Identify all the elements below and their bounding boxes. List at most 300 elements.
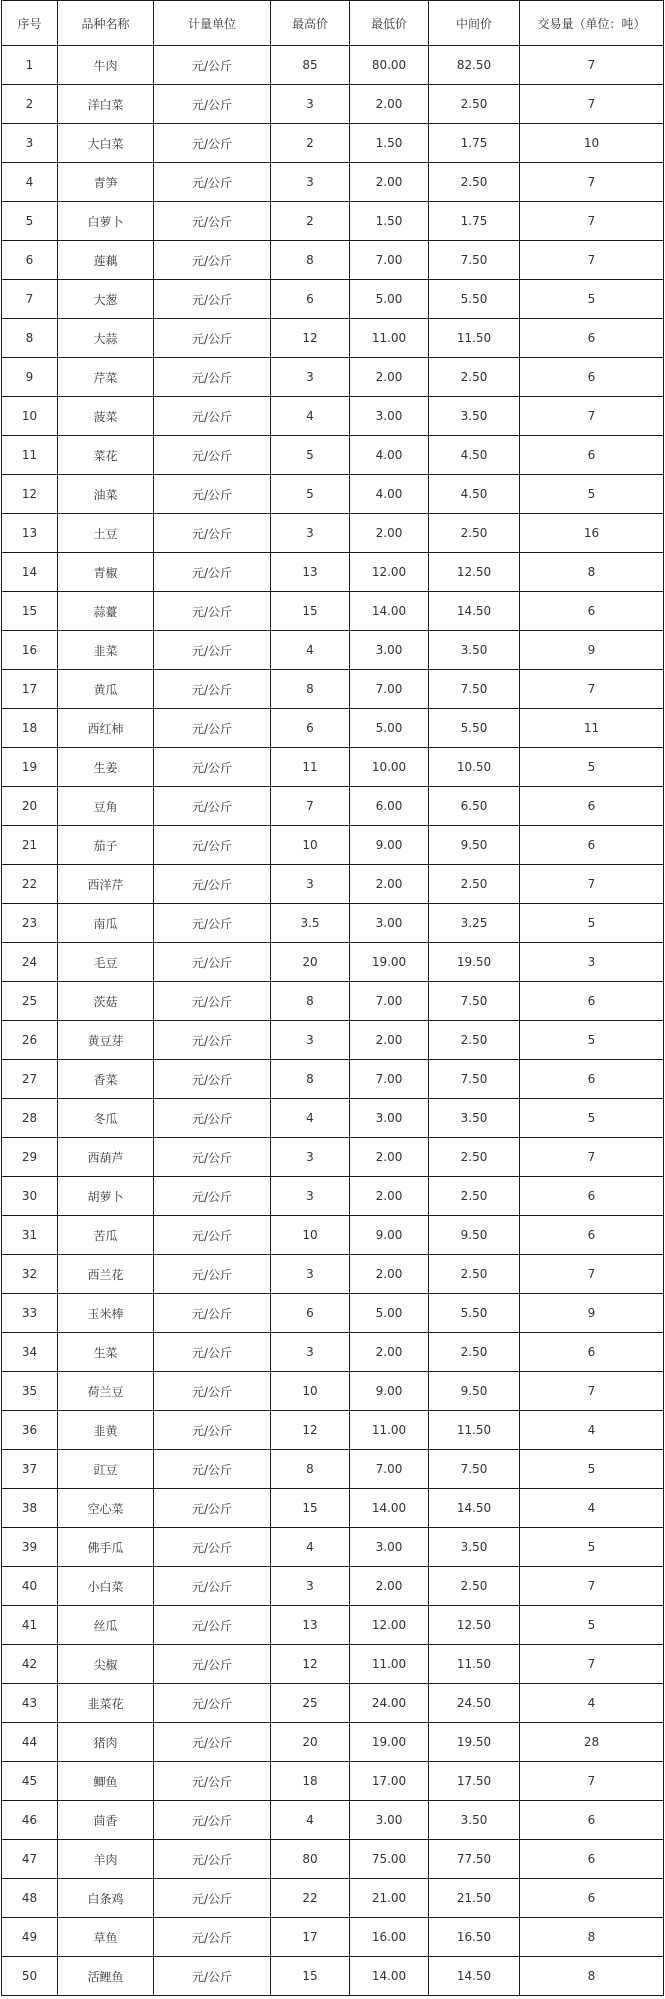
table-row <box>2 280 664 319</box>
cell-mid-price: 14.50 <box>429 1489 520 1528</box>
cell-max-price: 3 <box>271 1255 350 1294</box>
cell-unit: 元/公斤 <box>154 943 271 982</box>
cell-mid-price: 12.50 <box>429 553 520 592</box>
table-row <box>2 397 664 436</box>
cell-max-price: 10 <box>271 1216 350 1255</box>
cell-max-price: 4 <box>271 1528 350 1567</box>
cell-mid-price: 11.50 <box>429 1645 520 1684</box>
cell-mid-price: 9.50 <box>429 1372 520 1411</box>
cell-index: 7 <box>2 280 58 319</box>
cell-min-price: 3.00 <box>350 1801 429 1840</box>
cell-volume: 7 <box>520 1372 664 1411</box>
cell-variety: 油菜 <box>58 475 154 514</box>
table-row <box>2 1177 664 1216</box>
table-row <box>2 1645 664 1684</box>
cell-index: 45 <box>2 1762 58 1801</box>
cell-volume: 6 <box>520 592 664 631</box>
table-row <box>2 1879 664 1918</box>
cell-variety: 草鱼 <box>58 1918 154 1957</box>
cell-mid-price: 12.50 <box>429 1606 520 1645</box>
cell-variety: 西洋芹 <box>58 865 154 904</box>
cell-max-price: 13 <box>271 553 350 592</box>
cell-volume: 6 <box>520 826 664 865</box>
cell-index: 8 <box>2 319 58 358</box>
cell-volume: 16 <box>520 514 664 553</box>
header-volume: 交易量（单位：吨） <box>520 1 664 46</box>
cell-max-price: 85 <box>271 46 350 85</box>
cell-unit: 元/公斤 <box>154 787 271 826</box>
cell-min-price: 7.00 <box>350 241 429 280</box>
cell-min-price: 2.00 <box>350 1567 429 1606</box>
cell-variety: 韭菜花 <box>58 1684 154 1723</box>
cell-volume: 7 <box>520 241 664 280</box>
table-row <box>2 1411 664 1450</box>
table-row <box>2 1606 664 1645</box>
table-row <box>2 1762 664 1801</box>
cell-unit: 元/公斤 <box>154 163 271 202</box>
cell-min-price: 1.50 <box>350 124 429 163</box>
cell-volume: 4 <box>520 1684 664 1723</box>
header-variety: 品种名称 <box>58 1 154 46</box>
cell-min-price: 9.00 <box>350 826 429 865</box>
cell-unit: 元/公斤 <box>154 514 271 553</box>
table-row <box>2 1021 664 1060</box>
cell-max-price: 6 <box>271 280 350 319</box>
cell-mid-price: 19.50 <box>429 1723 520 1762</box>
table-row <box>2 1918 664 1957</box>
cell-variety: 小白菜 <box>58 1567 154 1606</box>
cell-min-price: 5.00 <box>350 709 429 748</box>
table-row <box>2 1450 664 1489</box>
table-body <box>2 46 664 1996</box>
cell-max-price: 2 <box>271 202 350 241</box>
cell-max-price: 80 <box>271 1840 350 1879</box>
cell-unit: 元/公斤 <box>154 709 271 748</box>
table-row <box>2 358 664 397</box>
cell-volume: 3 <box>520 943 664 982</box>
cell-unit: 元/公斤 <box>154 982 271 1021</box>
cell-mid-price: 14.50 <box>429 1957 520 1996</box>
cell-volume: 28 <box>520 1723 664 1762</box>
cell-min-price: 12.00 <box>350 1606 429 1645</box>
cell-mid-price: 9.50 <box>429 1216 520 1255</box>
cell-index: 23 <box>2 904 58 943</box>
cell-mid-price: 3.50 <box>429 631 520 670</box>
table-row <box>2 1099 664 1138</box>
cell-unit: 元/公斤 <box>154 826 271 865</box>
header-unit: 计量单位 <box>154 1 271 46</box>
cell-unit: 元/公斤 <box>154 1177 271 1216</box>
cell-variety: 韭菜 <box>58 631 154 670</box>
cell-unit: 元/公斤 <box>154 1138 271 1177</box>
cell-min-price: 11.00 <box>350 1411 429 1450</box>
cell-mid-price: 5.50 <box>429 1294 520 1333</box>
cell-unit: 元/公斤 <box>154 1567 271 1606</box>
cell-index: 11 <box>2 436 58 475</box>
cell-index: 1 <box>2 46 58 85</box>
cell-max-price: 3 <box>271 85 350 124</box>
cell-min-price: 80.00 <box>350 46 429 85</box>
cell-unit: 元/公斤 <box>154 1918 271 1957</box>
cell-variety: 菠菜 <box>58 397 154 436</box>
cell-index: 29 <box>2 1138 58 1177</box>
table-row <box>2 1060 664 1099</box>
cell-volume: 5 <box>520 1606 664 1645</box>
cell-min-price: 5.00 <box>350 1294 429 1333</box>
cell-mid-price: 2.50 <box>429 1333 520 1372</box>
cell-unit: 元/公斤 <box>154 358 271 397</box>
cell-min-price: 2.00 <box>350 1255 429 1294</box>
cell-min-price: 1.50 <box>350 202 429 241</box>
cell-min-price: 3.00 <box>350 904 429 943</box>
cell-index: 17 <box>2 670 58 709</box>
cell-min-price: 75.00 <box>350 1840 429 1879</box>
cell-mid-price: 2.50 <box>429 1567 520 1606</box>
cell-volume: 11 <box>520 709 664 748</box>
cell-unit: 元/公斤 <box>154 436 271 475</box>
cell-variety: 韭黄 <box>58 1411 154 1450</box>
cell-variety: 大葱 <box>58 280 154 319</box>
cell-max-price: 3 <box>271 163 350 202</box>
cell-unit: 元/公斤 <box>154 475 271 514</box>
table-row <box>2 514 664 553</box>
table-row <box>2 475 664 514</box>
cell-index: 46 <box>2 1801 58 1840</box>
cell-unit: 元/公斤 <box>154 748 271 787</box>
cell-max-price: 3 <box>271 865 350 904</box>
cell-mid-price: 5.50 <box>429 709 520 748</box>
table-row <box>2 904 664 943</box>
cell-variety: 丝瓜 <box>58 1606 154 1645</box>
cell-volume: 6 <box>520 319 664 358</box>
cell-index: 32 <box>2 1255 58 1294</box>
cell-mid-price: 3.50 <box>429 1099 520 1138</box>
table-row <box>2 1528 664 1567</box>
cell-volume: 6 <box>520 436 664 475</box>
table-row <box>2 1216 664 1255</box>
cell-volume: 10 <box>520 124 664 163</box>
cell-index: 12 <box>2 475 58 514</box>
cell-mid-price: 11.50 <box>429 1411 520 1450</box>
table-row <box>2 1294 664 1333</box>
cell-volume: 7 <box>520 1567 664 1606</box>
cell-mid-price: 82.50 <box>429 46 520 85</box>
cell-volume: 6 <box>520 1879 664 1918</box>
cell-index: 27 <box>2 1060 58 1099</box>
cell-unit: 元/公斤 <box>154 1606 271 1645</box>
cell-max-price: 4 <box>271 1801 350 1840</box>
table-row <box>2 592 664 631</box>
cell-mid-price: 3.25 <box>429 904 520 943</box>
cell-min-price: 2.00 <box>350 85 429 124</box>
cell-index: 39 <box>2 1528 58 1567</box>
header-max-price: 最高价 <box>271 1 350 46</box>
cell-max-price: 3 <box>271 358 350 397</box>
cell-index: 33 <box>2 1294 58 1333</box>
cell-variety: 土豆 <box>58 514 154 553</box>
cell-variety: 鲫鱼 <box>58 1762 154 1801</box>
cell-index: 41 <box>2 1606 58 1645</box>
cell-min-price: 2.00 <box>350 1138 429 1177</box>
cell-volume: 6 <box>520 358 664 397</box>
cell-volume: 7 <box>520 1645 664 1684</box>
cell-mid-price: 2.50 <box>429 358 520 397</box>
cell-max-price: 11 <box>271 748 350 787</box>
cell-min-price: 2.00 <box>350 163 429 202</box>
cell-max-price: 18 <box>271 1762 350 1801</box>
cell-min-price: 2.00 <box>350 514 429 553</box>
cell-index: 44 <box>2 1723 58 1762</box>
cell-max-price: 8 <box>271 241 350 280</box>
cell-index: 31 <box>2 1216 58 1255</box>
cell-mid-price: 16.50 <box>429 1918 520 1957</box>
cell-index: 21 <box>2 826 58 865</box>
cell-index: 13 <box>2 514 58 553</box>
cell-min-price: 12.00 <box>350 553 429 592</box>
table-row <box>2 1567 664 1606</box>
cell-min-price: 24.00 <box>350 1684 429 1723</box>
cell-max-price: 17 <box>271 1918 350 1957</box>
table-row <box>2 826 664 865</box>
cell-variety: 菜花 <box>58 436 154 475</box>
cell-volume: 6 <box>520 1060 664 1099</box>
cell-index: 34 <box>2 1333 58 1372</box>
cell-volume: 6 <box>520 1216 664 1255</box>
cell-min-price: 6.00 <box>350 787 429 826</box>
cell-min-price: 4.00 <box>350 475 429 514</box>
cell-unit: 元/公斤 <box>154 1099 271 1138</box>
cell-mid-price: 10.50 <box>429 748 520 787</box>
cell-mid-price: 3.50 <box>429 1801 520 1840</box>
cell-mid-price: 4.50 <box>429 436 520 475</box>
table-row <box>2 748 664 787</box>
cell-mid-price: 6.50 <box>429 787 520 826</box>
cell-min-price: 11.00 <box>350 319 429 358</box>
table-row <box>2 943 664 982</box>
cell-variety: 西红柿 <box>58 709 154 748</box>
cell-mid-price: 2.50 <box>429 163 520 202</box>
cell-min-price: 2.00 <box>350 1177 429 1216</box>
cell-mid-price: 77.50 <box>429 1840 520 1879</box>
cell-variety: 猪肉 <box>58 1723 154 1762</box>
cell-index: 24 <box>2 943 58 982</box>
cell-index: 26 <box>2 1021 58 1060</box>
cell-unit: 元/公斤 <box>154 280 271 319</box>
cell-mid-price: 7.50 <box>429 1060 520 1099</box>
cell-volume: 8 <box>520 553 664 592</box>
cell-volume: 7 <box>520 85 664 124</box>
cell-max-price: 5 <box>271 475 350 514</box>
table-row <box>2 1255 664 1294</box>
cell-index: 35 <box>2 1372 58 1411</box>
cell-min-price: 2.00 <box>350 1333 429 1372</box>
cell-mid-price: 5.50 <box>429 280 520 319</box>
cell-mid-price: 2.50 <box>429 1255 520 1294</box>
cell-variety: 芹菜 <box>58 358 154 397</box>
table-row <box>2 1489 664 1528</box>
cell-unit: 元/公斤 <box>154 1879 271 1918</box>
cell-mid-price: 2.50 <box>429 85 520 124</box>
cell-variety: 羊肉 <box>58 1840 154 1879</box>
cell-min-price: 3.00 <box>350 397 429 436</box>
cell-min-price: 2.00 <box>350 358 429 397</box>
cell-unit: 元/公斤 <box>154 1684 271 1723</box>
cell-volume: 5 <box>520 1021 664 1060</box>
cell-unit: 元/公斤 <box>154 1840 271 1879</box>
cell-unit: 元/公斤 <box>154 1255 271 1294</box>
cell-max-price: 8 <box>271 1060 350 1099</box>
cell-min-price: 21.00 <box>350 1879 429 1918</box>
cell-min-price: 7.00 <box>350 982 429 1021</box>
cell-index: 22 <box>2 865 58 904</box>
cell-variety: 蒜薹 <box>58 592 154 631</box>
cell-volume: 6 <box>520 1840 664 1879</box>
cell-unit: 元/公斤 <box>154 1216 271 1255</box>
cell-index: 30 <box>2 1177 58 1216</box>
cell-volume: 6 <box>520 982 664 1021</box>
cell-variety: 西葫芦 <box>58 1138 154 1177</box>
cell-variety: 大白菜 <box>58 124 154 163</box>
cell-max-price: 4 <box>271 397 350 436</box>
cell-unit: 元/公斤 <box>154 1372 271 1411</box>
cell-variety: 冬瓜 <box>58 1099 154 1138</box>
header-mid-price: 中间价 <box>429 1 520 46</box>
table-row <box>2 1840 664 1879</box>
cell-unit: 元/公斤 <box>154 1450 271 1489</box>
cell-max-price: 12 <box>271 1411 350 1450</box>
cell-max-price: 3 <box>271 1177 350 1216</box>
cell-max-price: 13 <box>271 1606 350 1645</box>
cell-min-price: 3.00 <box>350 1528 429 1567</box>
cell-mid-price: 24.50 <box>429 1684 520 1723</box>
cell-max-price: 15 <box>271 1957 350 1996</box>
cell-min-price: 9.00 <box>350 1216 429 1255</box>
cell-max-price: 8 <box>271 1450 350 1489</box>
cell-mid-price: 17.50 <box>429 1762 520 1801</box>
cell-mid-price: 2.50 <box>429 1177 520 1216</box>
cell-unit: 元/公斤 <box>154 241 271 280</box>
cell-volume: 6 <box>520 1333 664 1372</box>
cell-variety: 荷兰豆 <box>58 1372 154 1411</box>
cell-mid-price: 21.50 <box>429 1879 520 1918</box>
cell-volume: 9 <box>520 631 664 670</box>
cell-unit: 元/公斤 <box>154 1333 271 1372</box>
cell-index: 5 <box>2 202 58 241</box>
cell-min-price: 7.00 <box>350 670 429 709</box>
cell-unit: 元/公斤 <box>154 631 271 670</box>
cell-variety: 玉米棒 <box>58 1294 154 1333</box>
cell-mid-price: 1.75 <box>429 202 520 241</box>
cell-variety: 胡萝卜 <box>58 1177 154 1216</box>
cell-mid-price: 3.50 <box>429 1528 520 1567</box>
cell-mid-price: 2.50 <box>429 865 520 904</box>
table-row <box>2 319 664 358</box>
cell-variety: 茴香 <box>58 1801 154 1840</box>
cell-volume: 5 <box>520 280 664 319</box>
cell-unit: 元/公斤 <box>154 46 271 85</box>
cell-min-price: 17.00 <box>350 1762 429 1801</box>
cell-index: 49 <box>2 1918 58 1957</box>
cell-min-price: 3.00 <box>350 631 429 670</box>
cell-index: 37 <box>2 1450 58 1489</box>
cell-unit: 元/公斤 <box>154 1021 271 1060</box>
cell-variety: 青笋 <box>58 163 154 202</box>
cell-mid-price: 3.50 <box>429 397 520 436</box>
table-row <box>2 124 664 163</box>
cell-index: 48 <box>2 1879 58 1918</box>
cell-min-price: 10.00 <box>350 748 429 787</box>
cell-max-price: 8 <box>271 670 350 709</box>
cell-index: 36 <box>2 1411 58 1450</box>
table-row <box>2 1138 664 1177</box>
cell-max-price: 3 <box>271 1567 350 1606</box>
cell-index: 40 <box>2 1567 58 1606</box>
cell-index: 43 <box>2 1684 58 1723</box>
cell-volume: 8 <box>520 1957 664 1996</box>
cell-variety: 牛肉 <box>58 46 154 85</box>
table-row <box>2 1957 664 1996</box>
cell-max-price: 20 <box>271 1723 350 1762</box>
header-min-price: 最低价 <box>350 1 429 46</box>
table-row <box>2 436 664 475</box>
cell-mid-price: 7.50 <box>429 241 520 280</box>
cell-unit: 元/公斤 <box>154 1801 271 1840</box>
cell-min-price: 16.00 <box>350 1918 429 1957</box>
cell-unit: 元/公斤 <box>154 1957 271 1996</box>
cell-volume: 8 <box>520 1918 664 1957</box>
cell-max-price: 4 <box>271 1099 350 1138</box>
cell-max-price: 12 <box>271 319 350 358</box>
cell-min-price: 4.00 <box>350 436 429 475</box>
table-header <box>2 1 664 46</box>
cell-unit: 元/公斤 <box>154 865 271 904</box>
cell-min-price: 7.00 <box>350 1450 429 1489</box>
cell-index: 4 <box>2 163 58 202</box>
cell-max-price: 3 <box>271 514 350 553</box>
cell-variety: 莲藕 <box>58 241 154 280</box>
cell-volume: 5 <box>520 1450 664 1489</box>
cell-volume: 7 <box>520 1138 664 1177</box>
cell-unit: 元/公斤 <box>154 1762 271 1801</box>
cell-variety: 生菜 <box>58 1333 154 1372</box>
cell-variety: 大蒜 <box>58 319 154 358</box>
table-row <box>2 202 664 241</box>
cell-unit: 元/公斤 <box>154 1528 271 1567</box>
cell-min-price: 19.00 <box>350 1723 429 1762</box>
cell-volume: 7 <box>520 670 664 709</box>
cell-unit: 元/公斤 <box>154 1723 271 1762</box>
cell-volume: 7 <box>520 163 664 202</box>
cell-unit: 元/公斤 <box>154 85 271 124</box>
cell-volume: 7 <box>520 865 664 904</box>
cell-unit: 元/公斤 <box>154 553 271 592</box>
cell-variety: 白条鸡 <box>58 1879 154 1918</box>
cell-variety: 豇豆 <box>58 1450 154 1489</box>
cell-mid-price: 19.50 <box>429 943 520 982</box>
table-row <box>2 709 664 748</box>
cell-max-price: 12 <box>271 1645 350 1684</box>
cell-unit: 元/公斤 <box>154 904 271 943</box>
cell-max-price: 7 <box>271 787 350 826</box>
cell-variety: 西兰花 <box>58 1255 154 1294</box>
header-index: 序号 <box>2 1 58 46</box>
cell-max-price: 2 <box>271 124 350 163</box>
table-row <box>2 670 664 709</box>
cell-index: 38 <box>2 1489 58 1528</box>
cell-unit: 元/公斤 <box>154 1411 271 1450</box>
cell-variety: 茨菇 <box>58 982 154 1021</box>
cell-mid-price: 7.50 <box>429 982 520 1021</box>
